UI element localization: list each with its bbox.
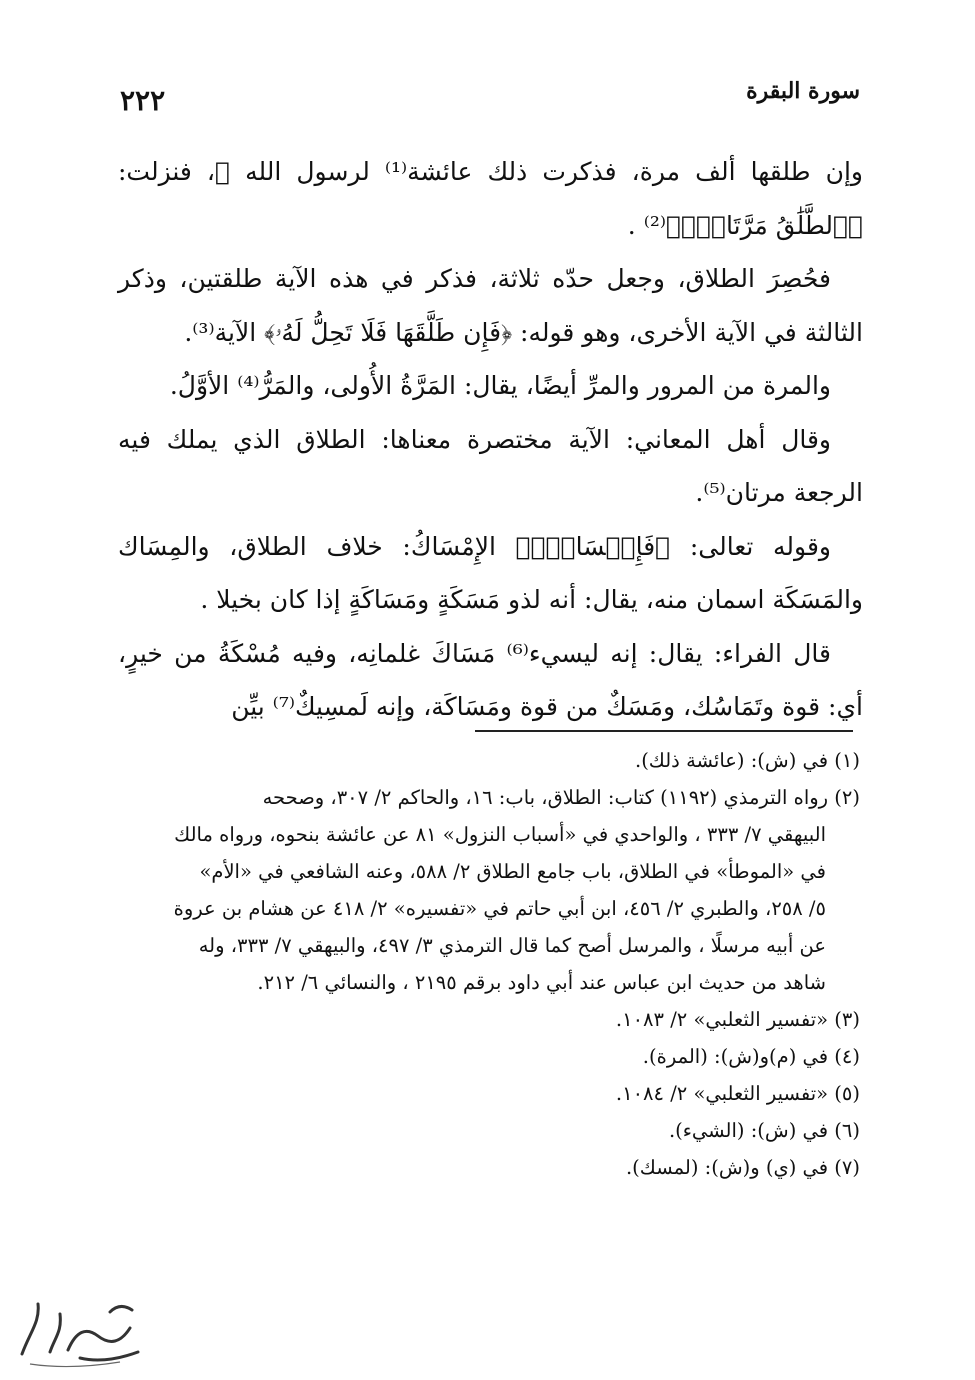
footnote: (٣) «تفسير الثعلبي» ٢/ ١٠٨٣. <box>615 1008 860 1031</box>
footnote-line: ٥/ ٢٥٨، والطبري ٢/ ٤٥٦، ابن أبي حاتم في «تفسيره» ٢/ ٤١٨ عن هشام بن عروة <box>173 897 826 920</box>
paragraph: والمرة من المرور والمرِّ أيضًا، يقال: المَرَّةُ الأُولى، والمَرُّ⁽⁴⁾ الأوَّلُ. <box>169 371 831 400</box>
page-header <box>120 78 860 128</box>
footnote: (٧) في (ي) و(ش): (لمسك). <box>625 1156 860 1179</box>
footnote-line: شاهد من حديث ابن عباس عند أبي داود برقم ٢١٩٥ ، والنسائي ٦/ ٢١٢. <box>257 971 826 994</box>
footnote-line: في «الموطأ» في الطلاق، باب جامع الطلاق ٢/ ٥٨٨، وعنه الشافعي في «الأم» <box>199 860 826 883</box>
paragraph: وإن طلقها ألف مرة، فذكرت ذلك عائشة⁽¹⁾ لرسول الله ﷺ، فنزلت: ﴿ٱلطَّلَٰقُ مَرَّتَانِۖ﴾⁽²⁾ . <box>118 157 863 240</box>
footnote: (١) في (ش): (عائشة ذلك). <box>635 749 860 772</box>
footnotes <box>150 742 860 1186</box>
page-number: ٢٢٢ <box>120 84 166 117</box>
paragraph: قال الفراء: يقال: إنه ليسيء⁽⁶⁾ مَسَاكَ غلمانِه، وفيه مُسْكَةُ من خيرٍ، أي: قوة وتَمَاسُك، ومَسَكٌ من قوة ومَسَاكَة، وإنه لَمسِيكٌ⁽⁷⁾ بيِّن <box>118 638 863 721</box>
paragraph: فحُصِرَ الطلاق، وجعل حدّه ثلاثة، فذكر في هذه الآية طلقتين، وذكر الثالثة في الآية الأخرى، وهو قوله: ﴿فَإِن طَلَّقَهَا فَلَا تَحِلُّ لَهُۥ﴾ الآية⁽³⁾. <box>118 264 863 347</box>
calligraphy-watermark-logo <box>10 1292 150 1372</box>
footnote: (٦) في (ش): (الشيء). <box>668 1119 860 1142</box>
footnote: (٢) رواه الترمذي (١١٩٢) كتاب: الطلاق، باب: ١٦، والحاكم ٢/ ٣٠٧، وصححه <box>262 786 860 809</box>
footnote-separator <box>475 730 853 732</box>
footnote-line: عن أبيه مرسلًا ، والمرسل أصح كما قال الترمذي ٣/ ٤٩٧، والبيهقي ٧/ ٣٣٣، وله <box>198 934 826 957</box>
paragraph: وقوله تعالى: ﴿فَإِمۡسَاكُۢ﴾ الإِمْسَاكُ: خلاف الطلاق، والمِسَاك والمَسَكَة اسمان منه، يقال: أنه لذو مَسَكَةٍ ومَسَاكَةٍ إذا كان بخيلا . <box>118 531 863 614</box>
surah-title: سورة البقرة <box>746 78 860 104</box>
footnote: (٥) «تفسير الثعلبي» ٢/ ١٠٨٤. <box>615 1082 860 1105</box>
footnote: (٤) في (م)و(ش): (المرة). <box>642 1045 860 1068</box>
paragraph: وقال أهل المعاني: الآية مختصرة معناها: الطلاق الذي يملك فيه الرجعة مرتان⁽⁵⁾. <box>118 424 863 507</box>
main-text <box>118 145 863 734</box>
footnote-line: البيهقي ٧/ ٣٣٣ ، والواحدي في «أسباب النزول» ٨١ عن عائشة بنحوه، ورواه مالك <box>174 823 826 846</box>
